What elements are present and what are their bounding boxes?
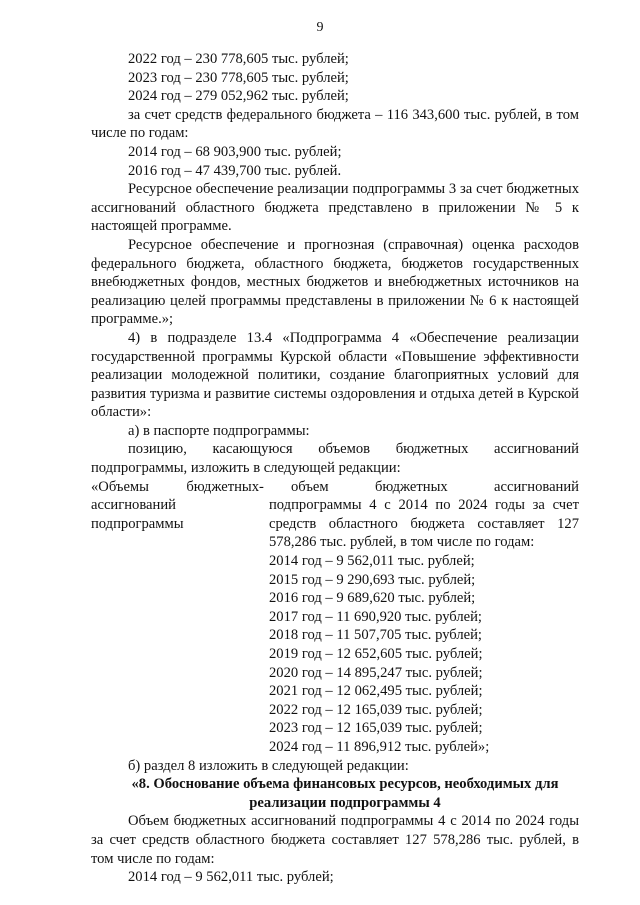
passport-label-word: бюджетных (186, 478, 259, 495)
federal-year-line: 2016 год – 47 439,700 тыс. рублей. (128, 162, 342, 179)
document-body (91, 50, 579, 887)
passport-year-line: 2019 год – 12 652,605 тыс. рублей; (269, 646, 483, 662)
passport-label-word: «Объемы (91, 478, 149, 495)
federal-budget-paragraph: за счет средств федерального бюджета – 116 343,600 тыс. рублей, в том числе по годам: (91, 106, 579, 142)
passport-table (91, 478, 579, 757)
resource-forecast-paragraph: Ресурсное обеспечение и прогнозная (справочная) оценка расходов федерального бюджета, областного бюджета, бюджетов государственных внебюджетных фондов, местных бюджетов и внебюджетных источников на реализацию целей программы представлены в приложении № 6 к настоящей программе.»; (91, 236, 579, 328)
passport-year-line: 2024 год – 11 896,912 тыс. рублей»; (269, 738, 490, 755)
passport-dash: - (259, 478, 264, 495)
item-4-paragraph: 4) в подразделе 13.4 «Подпрограмма 4 «Обеспечение реализации государственной программы Курской области «Повышение эффективности реализации молодежной политики, создание благоприятных условий для развития туризма и развитие системы оздоровления и отдыха детей в Курской области»: (91, 329, 579, 421)
resource-subprogram-3-paragraph: Ресурсное обеспечение реализации подпрограммы 3 за счет бюджетных ассигнований областного бюджета представлено в приложении № 5 к настоящей программе. (91, 181, 579, 235)
section-8-heading: «8. Обоснование объема финансовых ресурсов, необходимых для реализации подпрограммы 4 (131, 776, 559, 811)
passport-year-line: 2016 год – 9 689,620 тыс. рублей; (269, 590, 476, 607)
passport-year-line: 2015 год – 9 290,693 тыс. рублей; (269, 571, 476, 588)
item-a-paragraph: а) в паспорте подпрограммы: (128, 422, 310, 439)
page-number: 9 (316, 20, 324, 35)
passport-year-line: 2017 год – 11 690,920 тыс. рублей; (269, 608, 482, 625)
federal-year-line: 2014 год – 68 903,900 тыс. рублей; (128, 143, 342, 160)
budget-year-line: 2023 год – 230 778,605 тыс. рублей; (128, 69, 349, 86)
position-paragraph: позицию, касающуюся объемов бюджетных ассигнований подпрограммы, изложить в следующей редакции: (91, 441, 579, 477)
volume-year-line: 2014 год – 9 562,011 тыс. рублей; (128, 869, 334, 886)
passport-year-line: 2023 год – 12 165,039 тыс. рублей; (269, 720, 483, 737)
passport-year-line: 2014 год – 9 562,011 тыс. рублей; (269, 553, 475, 570)
passport-year-line: 2021 год – 12 062,495 тыс. рублей; (269, 683, 483, 700)
passport-year-line: 2020 год – 14 895,247 тыс. рублей; (269, 664, 483, 681)
budget-year-line: 2024 год – 279 052,962 тыс. рублей; (128, 88, 349, 105)
item-b-paragraph: б) раздел 8 изложить в следующей редакции: (128, 757, 409, 774)
budget-year-line: 2022 год – 230 778,605 тыс. рублей; (128, 51, 349, 67)
passport-year-line: 2022 год – 12 165,039 тыс. рублей; (269, 701, 483, 718)
passport-label-cell (91, 478, 259, 757)
passport-year-line: 2018 год – 11 507,705 тыс. рублей; (269, 627, 482, 644)
passport-value-intro: объем бюджетных ассигнований подпрограммы 4 с 2014 по 2024 годы за счет средств областного бюджета составляет 127 578,286 тыс. рублей, в том числе по годам: (269, 478, 579, 551)
volume-paragraph: Объем бюджетных ассигнований подпрограммы 4 с 2014 по 2024 годы за счет средств областного бюджета составляет 127 578,286 тыс. рублей, в том числе по годам: (91, 813, 579, 867)
passport-value-cell (269, 478, 579, 757)
passport-label-rest: ассигнований подпрограммы (91, 497, 184, 532)
